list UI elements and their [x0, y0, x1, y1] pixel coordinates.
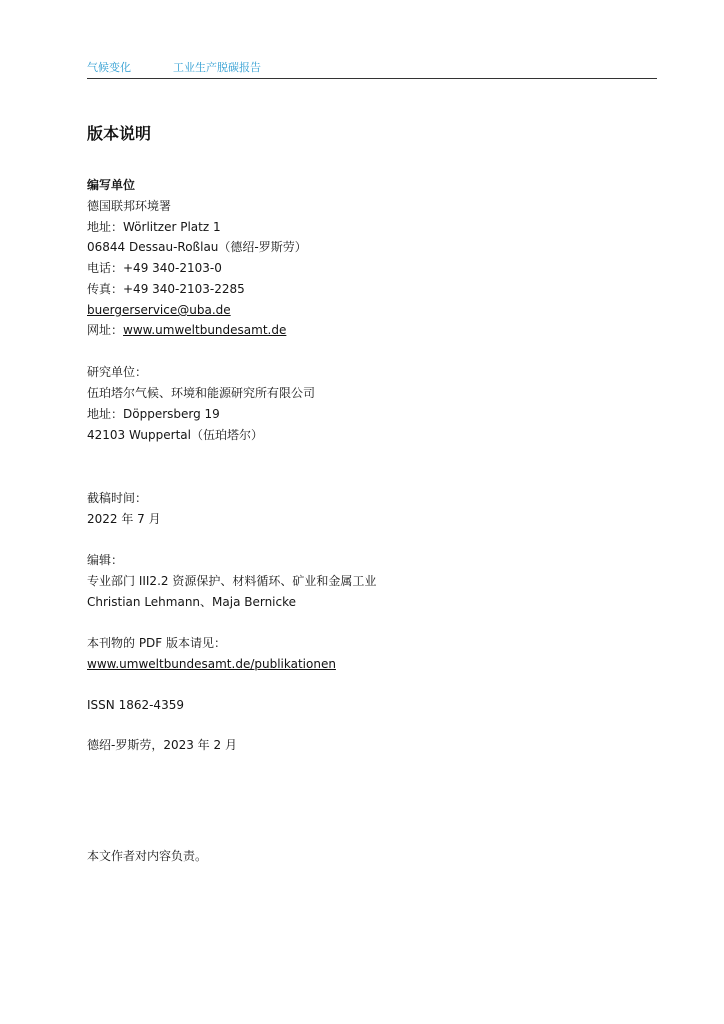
publisher-name: 德国联邦环境署 [87, 199, 172, 213]
place-date: 德绍-罗斯劳，2023 年 2 月 [87, 738, 237, 752]
research-name: 伍珀塔尔气候、环境和能源研究所有限公司 [87, 386, 316, 400]
website-label: 网址： [87, 323, 124, 337]
research-address-line2: 42103 Wuppertal（伍珀塔尔） [87, 428, 263, 442]
publisher-address-line2: 06844 Dessau-Roßlau（德绍-罗斯劳） [87, 240, 307, 254]
deadline-value: 2022 年 7 月 [87, 512, 161, 526]
publisher-email-link[interactable]: buergerservice@uba.de [87, 303, 231, 317]
running-header [87, 59, 261, 75]
publisher-website [87, 322, 286, 338]
editors-department: 专业部门 III2.2 资源保护、材料循环、矿业和金属工业 [87, 574, 377, 588]
pdf-url-link[interactable]: www.umweltbundesamt.de/publikationen [87, 657, 336, 671]
editors-heading: 编辑： [87, 553, 124, 567]
pdf-label: 本刊物的 PDF 版本请见： [87, 636, 227, 650]
research-address-line1: 地址：Döppersberg 19 [87, 407, 220, 421]
disclaimer: 本文作者对内容负责。 [87, 849, 208, 863]
issn: ISSN 1862-4359 [87, 698, 184, 712]
header-report-title: 工业生产脱碳报告 [173, 61, 261, 74]
publisher-fax: 传真：+49 340-2103-2285 [87, 282, 245, 296]
publisher-website-link[interactable]: www.umweltbundesamt.de [123, 323, 287, 337]
header-section: 气候变化 [87, 61, 131, 74]
publisher-phone: 电话：+49 340-2103-0 [87, 261, 222, 275]
deadline-heading: 截稿时间： [87, 491, 148, 505]
research-heading: 研究单位： [87, 365, 148, 379]
editors-names: Christian Lehmann、Maja Bernicke [87, 595, 297, 609]
page-title: 版本说明 [87, 124, 152, 143]
publisher-heading: 编写单位 [87, 178, 136, 192]
header-divider [87, 78, 657, 79]
publisher-address-line1: 地址：Wörlitzer Platz 1 [87, 220, 221, 234]
